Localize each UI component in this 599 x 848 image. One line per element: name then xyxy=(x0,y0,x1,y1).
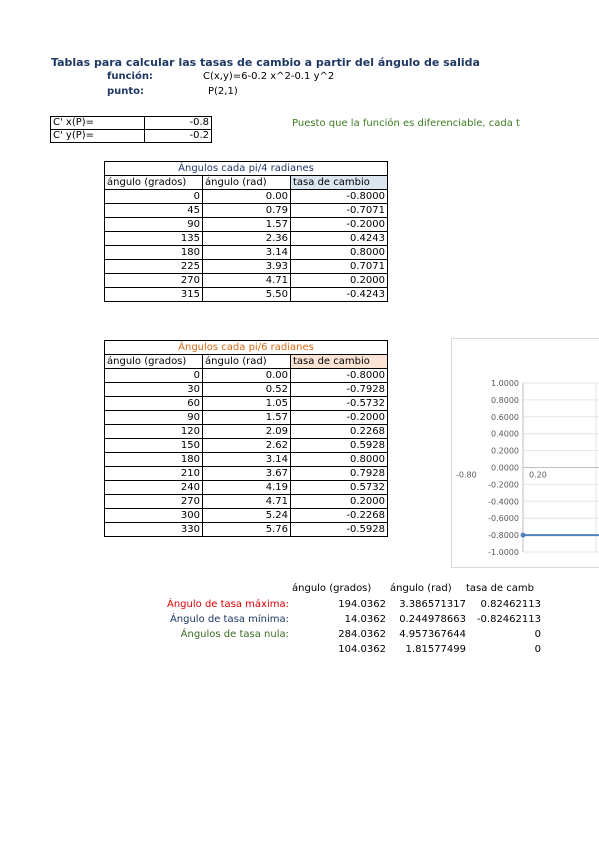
result-tasa: -0.82462113 xyxy=(476,614,541,625)
table-cell[interactable]: 180 xyxy=(105,246,203,260)
derivative-value[interactable]: -0.8 xyxy=(145,117,212,130)
column-header[interactable]: ángulo (rad) xyxy=(203,176,291,190)
table-cell[interactable]: 60 xyxy=(105,397,203,411)
results-header-tasa: tasa de camb xyxy=(466,583,534,594)
table-cell[interactable]: -0.5732 xyxy=(291,397,388,411)
table-caption: Ángulos cada pi/4 radianes xyxy=(105,162,388,176)
y-tick-label: 1.0000 xyxy=(491,379,519,388)
table-body xyxy=(105,190,388,302)
table-cell[interactable]: 4.19 xyxy=(203,481,291,495)
table-body xyxy=(105,369,388,537)
punto-label: punto: xyxy=(107,86,145,97)
table-row xyxy=(105,260,388,274)
table-cell[interactable]: 240 xyxy=(105,481,203,495)
chart[interactable] xyxy=(451,338,599,568)
table-cell[interactable]: 3.67 xyxy=(203,467,291,481)
table-row xyxy=(105,369,388,383)
table-cell[interactable]: -0.7928 xyxy=(291,383,388,397)
table-row xyxy=(105,425,388,439)
table-cell[interactable]: 90 xyxy=(105,218,203,232)
y-tick-label: -0.6000 xyxy=(488,514,519,524)
note-text: Puesto que la función es diferenciable, cada t xyxy=(292,118,520,129)
results-header-rad: ángulo (rad) xyxy=(390,583,452,594)
table-row xyxy=(105,509,388,523)
table-row xyxy=(105,523,388,537)
derivative-row-y xyxy=(51,130,212,143)
table-cell[interactable]: -0.8000 xyxy=(291,369,388,383)
table-cell[interactable]: 300 xyxy=(105,509,203,523)
table-row xyxy=(105,453,388,467)
table-cell[interactable]: 1.05 xyxy=(203,397,291,411)
result-label: Ángulo de tasa mínima: xyxy=(169,614,289,625)
table-cell[interactable]: 180 xyxy=(105,453,203,467)
result-rad: 3.386571317 xyxy=(399,599,466,610)
y-tick-label: 0.4000 xyxy=(491,429,519,439)
table-caption: Ángulos cada pi/6 radianes xyxy=(105,341,388,355)
table-cell[interactable]: 30 xyxy=(105,383,203,397)
y-tick-label: 0.8000 xyxy=(491,395,519,405)
y-tick-label: -0.2000 xyxy=(488,480,519,490)
table-cell[interactable]: 0.2268 xyxy=(291,425,388,439)
table-cell[interactable]: 0.52 xyxy=(203,383,291,397)
table-cell[interactable]: 0.2000 xyxy=(291,495,388,509)
table-row xyxy=(105,288,388,302)
y-tick-label: 0.0000 xyxy=(491,463,519,473)
table-cell[interactable]: 135 xyxy=(105,232,203,246)
y-tick-label: 0.2000 xyxy=(491,446,519,456)
table-cell[interactable]: 0 xyxy=(105,369,203,383)
table-row xyxy=(105,495,388,509)
column-header[interactable]: tasa de cambio xyxy=(291,355,388,369)
table-cell[interactable]: -0.2000 xyxy=(291,218,388,232)
table-cell[interactable]: 4.71 xyxy=(203,495,291,509)
table-header-row xyxy=(105,176,388,190)
table-cell[interactable]: 90 xyxy=(105,411,203,425)
table-cell[interactable]: 0.7928 xyxy=(291,467,388,481)
table-row xyxy=(105,274,388,288)
table-caption-row xyxy=(105,341,388,355)
table-cell[interactable]: 5.50 xyxy=(203,288,291,302)
table-cell[interactable]: 1.57 xyxy=(203,411,291,425)
funcion-label: función: xyxy=(107,71,153,82)
table-cell[interactable]: 45 xyxy=(105,204,203,218)
y-tick-label: -0.8000 xyxy=(488,531,519,541)
table-cell[interactable]: 330 xyxy=(105,523,203,537)
table-caption-row xyxy=(105,162,388,176)
table-cell[interactable]: -0.5928 xyxy=(291,523,388,537)
x-tick-label: 0.20 xyxy=(529,470,547,480)
result-label: Ángulos de tasa nula: xyxy=(180,629,289,640)
y-tick-label: -1.0000 xyxy=(488,548,519,557)
table-row xyxy=(105,383,388,397)
result-rad: 1.81577499 xyxy=(405,644,466,655)
table-cell[interactable]: 0.79 xyxy=(203,204,291,218)
table-header-row xyxy=(105,355,388,369)
table-cell[interactable]: 2.62 xyxy=(203,439,291,453)
table-cell[interactable]: 0.4243 xyxy=(291,232,388,246)
funcion-value: C(x,y)=6-0.2 x^2-0.1 y^2 xyxy=(203,71,335,82)
result-rad: 4.957367644 xyxy=(399,629,466,640)
derivative-label[interactable]: C' y(P)= xyxy=(51,130,145,143)
table-cell[interactable]: -0.4243 xyxy=(291,288,388,302)
results-header-grados: ángulo (grados) xyxy=(292,583,372,594)
result-tasa: 0.82462113 xyxy=(480,599,541,610)
derivative-label[interactable]: C' x(P)= xyxy=(51,117,145,130)
y-tick-label: 0.6000 xyxy=(491,412,519,422)
table-row xyxy=(105,246,388,260)
column-header[interactable]: ángulo (grados) xyxy=(105,176,203,190)
table-cell[interactable]: 5.76 xyxy=(203,523,291,537)
result-grados: 104.0362 xyxy=(338,644,386,655)
table-cell[interactable]: -0.2000 xyxy=(291,411,388,425)
table-row xyxy=(105,218,388,232)
result-rad: 0.244978663 xyxy=(399,614,466,625)
column-header[interactable]: tasa de cambio xyxy=(291,176,388,190)
table-cell[interactable]: 150 xyxy=(105,439,203,453)
data-point[interactable] xyxy=(521,533,526,538)
table-cell[interactable]: 0.7071 xyxy=(291,260,388,274)
table-cell[interactable]: 2.36 xyxy=(203,232,291,246)
table-row xyxy=(105,439,388,453)
table-row xyxy=(105,190,388,204)
table-row xyxy=(105,481,388,495)
x-tick-label: -0.80 xyxy=(456,470,477,480)
table-cell[interactable]: 0.00 xyxy=(203,369,291,383)
result-grados: 284.0362 xyxy=(338,629,386,640)
result-grados: 194.0362 xyxy=(338,599,386,610)
chart-svg xyxy=(452,339,599,567)
page-title: Tablas para calcular las tasas de cambio a partir del ángulo de salida xyxy=(51,56,480,69)
table-pi4 xyxy=(104,161,388,302)
table-cell[interactable]: 120 xyxy=(105,425,203,439)
table-cell[interactable]: 270 xyxy=(105,274,203,288)
table-cell[interactable]: 3.14 xyxy=(203,453,291,467)
derivative-row-x xyxy=(51,117,212,130)
table-row xyxy=(105,204,388,218)
table-row xyxy=(105,467,388,481)
table-row xyxy=(105,232,388,246)
column-header[interactable]: ángulo (grados) xyxy=(105,355,203,369)
table-cell[interactable]: 315 xyxy=(105,288,203,302)
table-cell[interactable]: 0 xyxy=(105,190,203,204)
table-cell[interactable]: 2.09 xyxy=(203,425,291,439)
table-cell[interactable]: 3.14 xyxy=(203,246,291,260)
result-label: Ángulo de tasa máxima: xyxy=(167,599,289,610)
table-cell[interactable]: 0.5732 xyxy=(291,481,388,495)
table-cell[interactable]: 0.5928 xyxy=(291,439,388,453)
table-cell[interactable]: 0.8000 xyxy=(291,453,388,467)
table-cell[interactable]: 0.2000 xyxy=(291,274,388,288)
table-cell[interactable]: 5.24 xyxy=(203,509,291,523)
table-row xyxy=(105,411,388,425)
table-pi6 xyxy=(104,340,388,537)
result-tasa: 0 xyxy=(534,644,541,655)
table-cell[interactable]: 210 xyxy=(105,467,203,481)
punto-value: P(2,1) xyxy=(208,86,238,97)
table-cell[interactable]: -0.2268 xyxy=(291,509,388,523)
table-cell[interactable]: 225 xyxy=(105,260,203,274)
result-tasa: 0 xyxy=(534,629,541,640)
table-cell[interactable]: 4.71 xyxy=(203,274,291,288)
table-cell[interactable]: 1.57 xyxy=(203,218,291,232)
y-tick-label: -0.4000 xyxy=(488,497,519,507)
column-header[interactable]: ángulo (rad) xyxy=(203,355,291,369)
table-cell[interactable]: 3.93 xyxy=(203,260,291,274)
derivatives-table xyxy=(50,116,212,143)
table-cell[interactable]: -0.7071 xyxy=(291,204,388,218)
derivative-value[interactable]: -0.2 xyxy=(145,130,212,143)
table-row xyxy=(105,397,388,411)
result-grados: 14.0362 xyxy=(344,614,386,625)
table-cell[interactable]: -0.8000 xyxy=(291,190,388,204)
table-cell[interactable]: 0.8000 xyxy=(291,246,388,260)
table-cell[interactable]: 270 xyxy=(105,495,203,509)
table-cell[interactable]: 0.00 xyxy=(203,190,291,204)
